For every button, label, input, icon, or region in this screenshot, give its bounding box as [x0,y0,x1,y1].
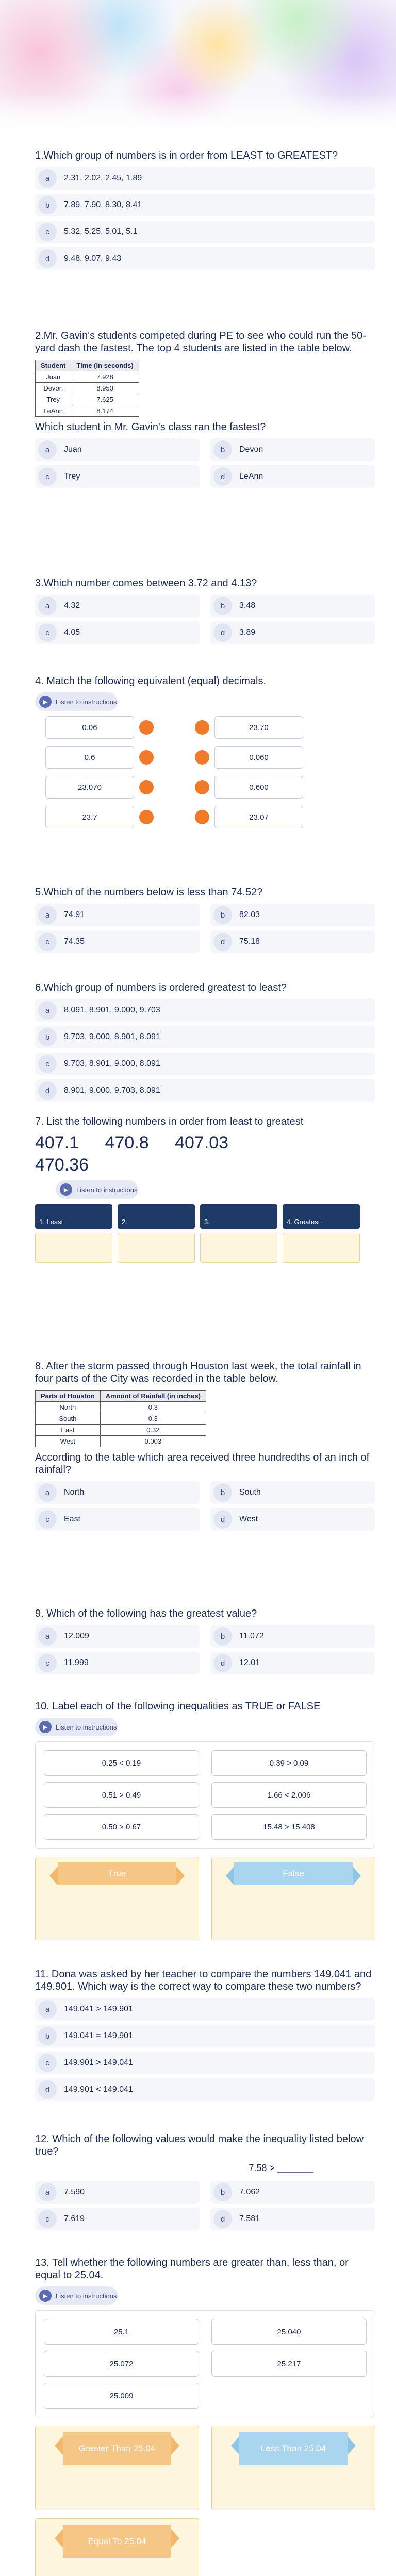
option-text: 4.05 [64,628,80,637]
true-bin[interactable] [35,1857,199,1940]
question-title: 11. Dona was asked by her teacher to compare the numbers 149.041 and 149.901. Which way is the correct way to compare these two numbers? [35,1969,372,1992]
option-letter: c [38,2054,57,2072]
drop-slot[interactable] [118,1233,195,1263]
option-text: 4.32 [64,601,80,610]
table-header: Student [36,360,71,371]
option-text: 9.703, 9.000, 8.901, 8.091 [64,1032,160,1041]
option-letter: b [38,2027,57,2045]
option-letter: b [213,906,232,924]
option-letter: c [38,2210,57,2228]
connector-dot[interactable] [195,780,209,794]
option-text: East [64,1515,81,1523]
option-letter: d [38,1081,57,1100]
option-c[interactable] [35,2208,200,2230]
option-c[interactable] [35,1053,375,1075]
table-row [36,383,139,394]
option-letter: a [38,1001,57,1020]
number-card[interactable]: 25.1 [44,2319,199,2345]
table-cell: 8.950 [71,383,139,394]
connector-dot[interactable] [195,810,209,824]
table-row [36,1413,206,1425]
option-letter: d [213,623,232,642]
inequality-card[interactable]: 15.48 > 15.408 [211,1814,367,1840]
option-text: 5.32, 5.25, 5.01, 5.1 [64,227,138,236]
table-header: Parts of Houston [36,1391,101,1402]
data-table [35,360,139,417]
option-d[interactable] [210,1652,375,1674]
option-text: 9.703, 8.901, 9.000, 8.091 [64,1059,160,1068]
table-row [36,1436,206,1447]
table-header: Time (in seconds) [71,360,139,371]
option-letter: d [213,933,232,951]
option-d[interactable] [210,621,375,644]
question-12 [35,2133,375,2234]
option-letter: b [213,597,232,615]
table-row [36,405,139,417]
match-left[interactable]: 23.070 [45,776,134,799]
question-title: 10. Label each of the following inequalities as TRUE or FALSE [35,1701,321,1712]
listen-button[interactable] [35,2286,118,2305]
ordering-dropzone [35,1204,375,1263]
table-cell: 0.3 [100,1413,206,1425]
table-cell: South [36,1413,101,1425]
table-cell: Trey [36,394,71,405]
table-cell: Juan [36,371,71,383]
option-c[interactable] [35,465,200,488]
number-card[interactable]: 25.009 [44,2383,199,2409]
option-c[interactable] [35,930,200,953]
option-letter: d [213,1654,232,1672]
table-row [36,1425,206,1436]
bin-label: Equal To 25.04 [63,2525,171,2558]
option-letter: a [38,597,57,615]
table-header: Amount of Rainfall (in inches) [100,1391,206,1402]
option-d[interactable] [35,1079,375,1102]
option-letter: d [38,249,57,268]
option-text: 7.062 [239,2188,260,2196]
option-letter: a [38,169,57,188]
option-letter: c [38,1055,57,1073]
option-text: 8.901, 9.000, 9.703, 8.091 [64,1086,160,1095]
banner-fade [0,93,396,129]
question-subtitle: Which student in Mr. Gavin's class ran the fastest? [35,421,266,433]
listen-button[interactable] [35,1718,118,1736]
option-letter: d [213,2210,232,2228]
option-c[interactable] [35,621,200,644]
option-text: Juan [64,445,82,454]
inequality-card[interactable]: 1.66 < 2.006 [211,1782,367,1808]
option-a[interactable] [35,1481,200,1504]
connector-dot[interactable] [139,810,154,824]
option-text: Trey [64,472,80,481]
option-c[interactable] [35,1508,200,1531]
option-b[interactable] [35,194,375,216]
option-letter: b [213,2183,232,2201]
connector-dot[interactable] [139,720,154,735]
option-text: 7.89, 7.90, 8.30, 8.41 [64,200,142,209]
data-table [35,1390,206,1447]
option-text: 75.18 [239,937,260,946]
slot-label: 4. Greatest [283,1204,360,1229]
option-b[interactable] [35,1026,375,1048]
option-letter: a [38,1483,57,1502]
inequality-card[interactable]: 0.39 > 0.09 [211,1750,367,1776]
option-letter: c [38,933,57,951]
question-3 [35,577,375,648]
option-letter: d [213,467,232,486]
play-icon: ▶ [60,1183,72,1196]
question-title: 5.Which of the numbers below is less than 74.52? [35,887,263,898]
play-icon: ▶ [39,1721,52,1733]
match-right[interactable]: 0.060 [214,746,303,769]
option-text: Devon [239,445,263,454]
option-a[interactable] [35,595,200,617]
question-title: 7. List the following numbers in order from least to greatest [35,1116,304,1127]
option-letter: a [38,1627,57,1646]
option-text: LeAnn [239,472,263,481]
option-text: 149.041 = 149.901 [64,2031,133,2040]
option-b[interactable] [210,595,375,617]
table-cell: West [36,1436,101,1447]
inequality-card[interactable]: 0.51 > 0.49 [44,1782,199,1808]
option-letter: a [38,2183,57,2201]
option-letter: b [38,1028,57,1046]
question-title: 9. Which of the following has the greatest value? [35,1608,257,1619]
option-text: 7.619 [64,2214,85,2223]
table-cell: North [36,1402,101,1413]
question-subtitle: According to the table which area received three hundredths of an inch of rainfall? [35,1452,370,1476]
connector-dot[interactable] [195,750,209,765]
option-letter: a [38,440,57,459]
number-card[interactable]: 25.072 [44,2351,199,2377]
question-title: 4. Match the following equivalent (equal) decimals. [35,675,267,687]
play-icon: ▶ [39,696,52,708]
connector-dot[interactable] [139,750,154,765]
option-a[interactable] [35,904,200,926]
option-text: 11.999 [64,1658,89,1667]
option-b[interactable] [210,1481,375,1504]
question-6 [35,981,375,1106]
question-2 [35,330,375,492]
table-cell: 0.003 [100,1436,206,1447]
match-right[interactable]: 23.70 [214,716,303,739]
option-d[interactable] [35,2078,375,2101]
option-b[interactable] [210,438,375,461]
card-tray [35,1741,375,1849]
equal-to-bin[interactable] [35,2518,199,2576]
less-than-bin[interactable] [211,2426,375,2510]
option-c[interactable] [35,2052,375,2074]
question-title: 3.Which number comes between 3.72 and 4.13? [35,578,257,589]
question-8 [35,1360,375,1535]
option-text: 3.48 [239,601,256,610]
table-row [36,371,139,383]
drop-slot[interactable] [200,1233,277,1263]
table-cell: 7.928 [71,371,139,383]
option-text: 74.35 [64,937,85,946]
option-a[interactable] [35,999,375,1022]
option-text: 12.01 [239,1658,260,1667]
option-letter: b [213,440,232,459]
option-text: 74.91 [64,910,85,919]
option-text: 149.041 > 149.901 [64,2005,133,2013]
connector-dot[interactable] [139,780,154,794]
option-text: 9.48, 9.07, 9.43 [64,254,122,263]
question-4 [35,675,375,836]
option-a[interactable] [35,167,375,190]
option-letter: d [38,2080,57,2099]
option-b[interactable] [210,1625,375,1648]
number-item[interactable]: 470.36 [35,1155,89,1175]
slot-label: 3. [200,1204,277,1229]
option-text: 82.03 [239,910,260,919]
match-left[interactable]: 0.06 [45,716,134,739]
option-b[interactable] [210,2181,375,2204]
option-letter: b [213,1627,232,1646]
question-title: 6.Which group of numbers is ordered greatest to least? [35,982,287,993]
inequality-card[interactable]: 0.25 < 0.19 [44,1750,199,1776]
question-7 [35,1115,375,1263]
question-1 [35,149,375,274]
question-13 [35,2257,375,2576]
listen-label: Listen to instructions [56,2292,117,2300]
drop-slot[interactable] [35,1233,112,1263]
option-text: 2.31, 2.02, 2.45, 1.89 [64,174,142,182]
question-11 [35,1968,375,2105]
connector-dot[interactable] [195,720,209,735]
slot-label: 2. [118,1204,195,1229]
table-cell: 0.32 [100,1425,206,1436]
option-text: 7.590 [64,2188,85,2196]
option-text: 8.091, 8.901, 9.000, 9.703 [64,1006,160,1014]
question-10 [35,1700,375,1940]
option-letter: c [38,467,57,486]
play-icon: ▶ [39,2290,52,2302]
option-text: 12.009 [64,1632,89,1640]
match-left[interactable]: 23.7 [45,806,134,828]
table-row [36,1402,206,1413]
listen-label: Listen to instructions [76,1185,138,1194]
greater-than-bin[interactable] [35,2426,199,2510]
option-a[interactable] [35,1998,375,2021]
option-letter: a [38,906,57,924]
option-b[interactable] [210,904,375,926]
listen-button[interactable] [56,1180,138,1199]
option-letter: c [38,623,57,642]
option-letter: b [213,1483,232,1502]
bin-label: Less Than 25.04 [239,2432,348,2465]
bin-label: True [58,1862,176,1885]
number-card[interactable]: 25.217 [211,2351,367,2377]
table-cell: 0.3 [100,1402,206,1413]
number-item[interactable]: 407.03 [175,1133,229,1153]
option-text: 149.901 < 149.041 [64,2085,133,2094]
table-cell: 8.174 [71,405,139,417]
option-c[interactable] [35,221,375,243]
option-text: 11.072 [239,1632,264,1640]
option-d[interactable] [210,2208,375,2230]
option-text: 7.581 [239,2214,260,2223]
option-c[interactable] [35,1652,200,1674]
option-text: 149.901 > 149.041 [64,2058,133,2067]
option-a[interactable] [35,438,200,461]
match-left[interactable]: 0.6 [45,746,134,769]
question-title: 8. After the storm passed through Houston last week, the total rainfall in four parts of the City was recorded in the table below. [35,1361,361,1384]
table-cell: East [36,1425,101,1436]
bin-label: Greater Than 25.04 [63,2432,171,2465]
card-tray [35,2310,375,2417]
option-d[interactable] [210,465,375,488]
option-b[interactable] [35,2025,375,2047]
number-card[interactable]: 25.040 [211,2319,367,2345]
question-5 [35,886,375,957]
table-cell: 7.625 [71,394,139,405]
option-letter: a [38,2000,57,2019]
number-item[interactable]: 407.1 [35,1133,79,1153]
number-item[interactable]: 470.8 [105,1133,149,1153]
table-cell: LeAnn [36,405,71,417]
inequality-card[interactable]: 0.50 > 0.67 [44,1814,199,1840]
option-d[interactable] [35,247,375,270]
option-d[interactable] [210,1508,375,1531]
bin-label: False [234,1862,353,1885]
option-d[interactable] [210,930,375,953]
option-a[interactable] [35,1625,200,1648]
option-text: 3.89 [239,628,256,637]
inequality-text: 7.58 > _______ [249,2163,314,2173]
listen-label: Listen to instructions [56,698,117,706]
slot-label: 1. Least [35,1204,112,1229]
question-title: 13. Tell whether the following numbers are greater than, less than, or equal to 25.04. [35,2257,349,2281]
table-row [36,394,139,405]
question-9 [35,1607,375,1679]
option-letter: d [213,1510,232,1529]
option-letter: c [38,223,57,241]
question-title: 12. Which of the following values would make the inequality listed below true? [35,2133,364,2157]
option-a[interactable] [35,2181,200,2204]
option-letter: c [38,1654,57,1672]
option-letter: b [38,196,57,214]
match-right[interactable]: 23.07 [214,806,303,828]
question-title: 2.Mr. Gavin's students competed during PE to see who could run the 50-yard dash the fastest. The top 4 students are listed in the table below. [35,330,366,354]
option-text: South [239,1488,261,1497]
option-text: North [64,1488,85,1497]
false-bin[interactable] [211,1857,375,1940]
question-title: 1.Which group of numbers is in order from LEAST to GREATEST? [35,150,338,161]
match-right[interactable]: 0.600 [214,776,303,799]
listen-button[interactable] [35,692,118,711]
table-cell: Devon [36,383,71,394]
drop-slot[interactable] [283,1233,360,1263]
listen-label: Listen to instructions [56,1723,117,1731]
option-text: West [239,1515,258,1523]
option-letter: c [38,1510,57,1529]
